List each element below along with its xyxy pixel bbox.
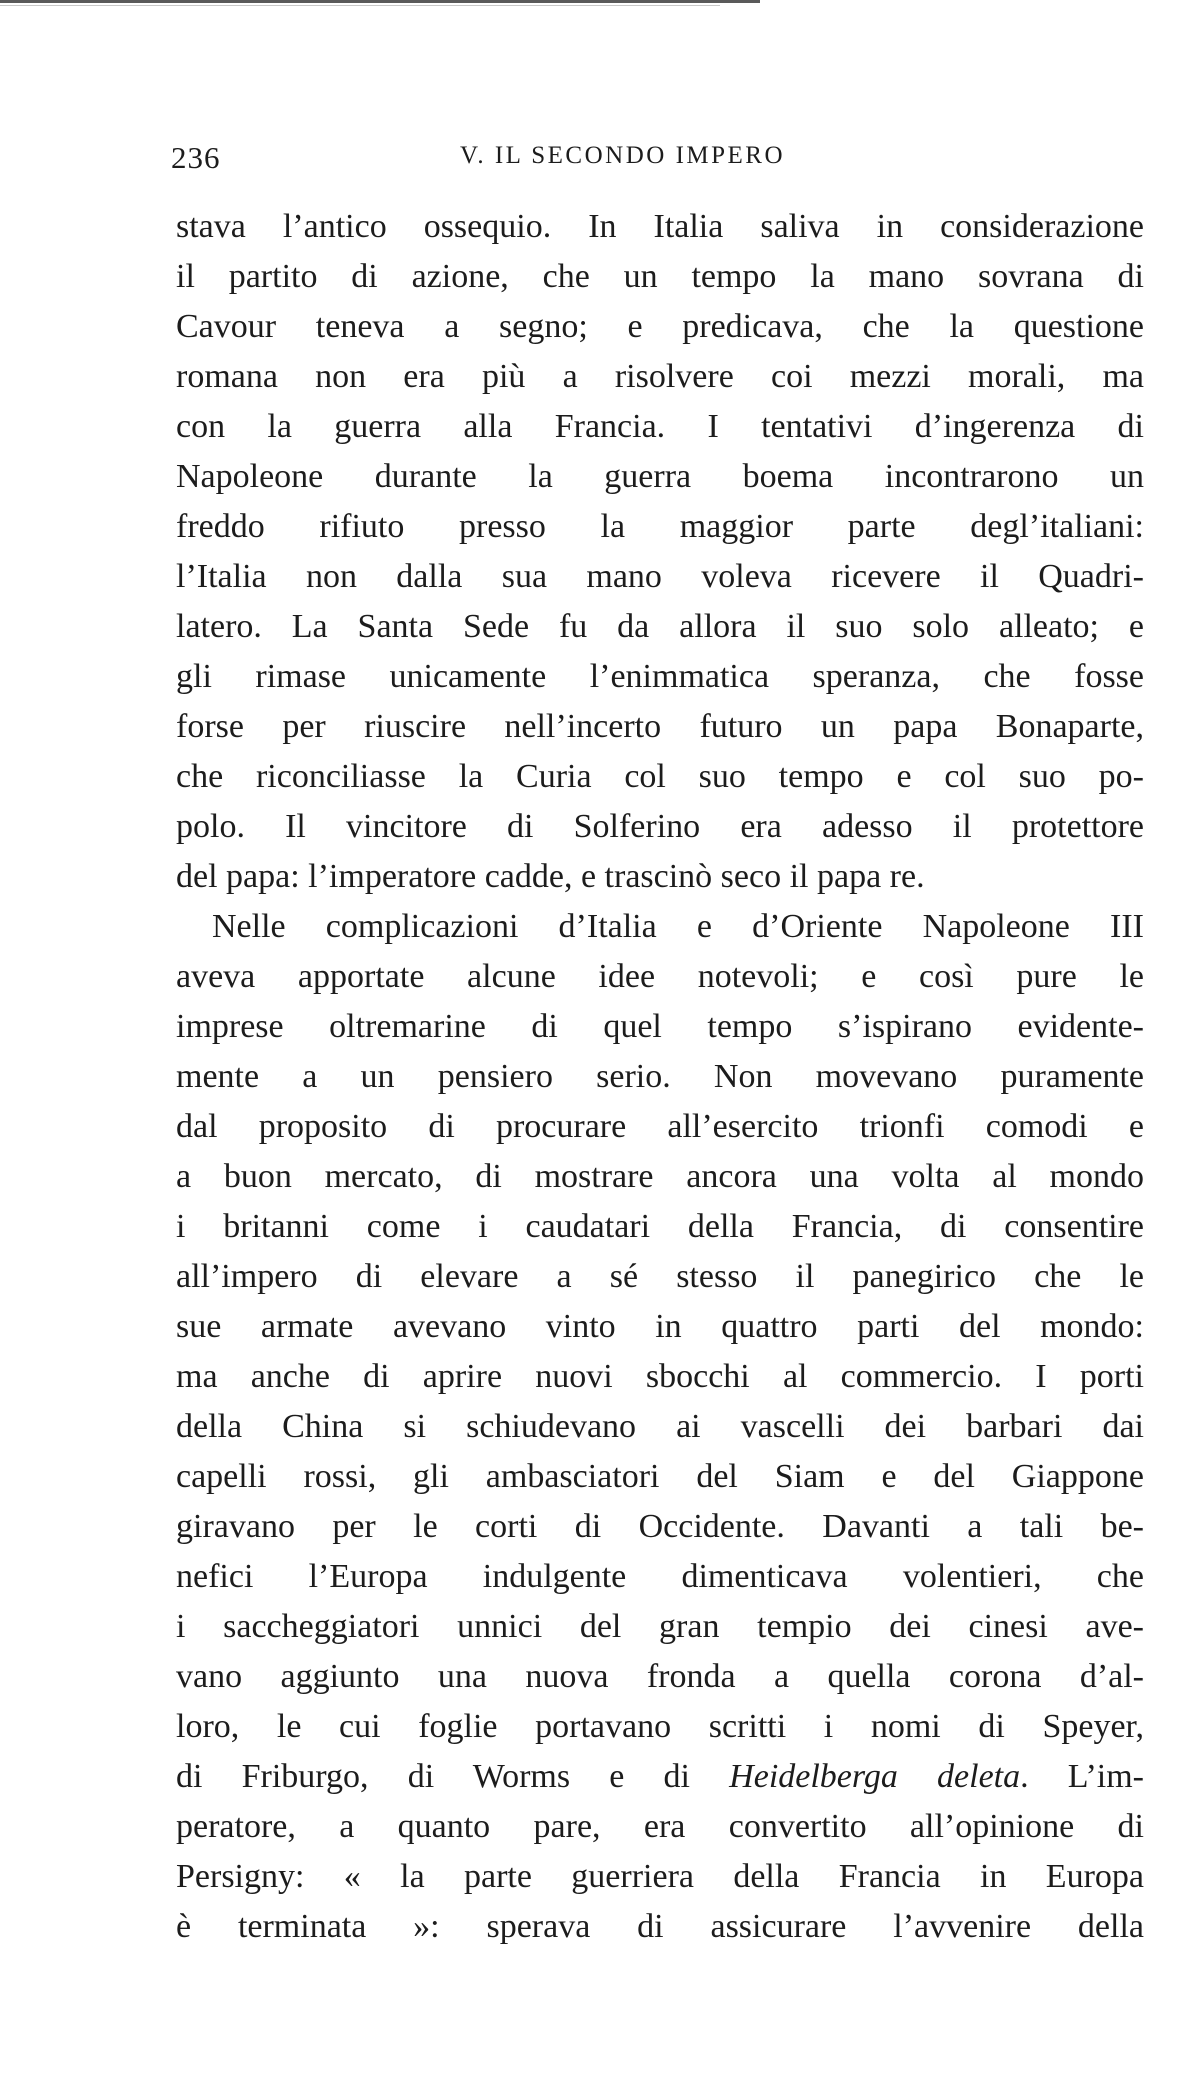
text-line: a buon mercato, di mostrare ancora una volta al mondo bbox=[176, 1158, 1144, 1195]
text-line: aveva apportate alcune idee notevoli; e così pure le bbox=[176, 958, 1144, 995]
text-line: i saccheggiatori unnici del gran tempio dei cinesi ave- bbox=[176, 1608, 1144, 1645]
text-line: giravano per le corti di Occidente. Davanti a tali be- bbox=[176, 1508, 1144, 1545]
text-line: dal proposito di procurare all’esercito trionfi comodi e bbox=[176, 1108, 1144, 1145]
text-line: polo. Il vincitore di Solferino era adesso il protettore bbox=[176, 808, 1144, 845]
page-number: 236 bbox=[171, 140, 221, 175]
text-line: vano aggiunto una nuova fronda a quella corona d’al- bbox=[176, 1658, 1144, 1695]
text-line: della China si schiudevano ai vascelli dei barbari dai bbox=[176, 1408, 1144, 1445]
text-line: stava l’antico ossequio. In Italia saliva in considerazione bbox=[176, 208, 1144, 245]
text-segment: . L’im- bbox=[1020, 1758, 1144, 1795]
text-line: forse per riuscire nell’incerto futuro un papa Bonaparte, bbox=[176, 708, 1144, 745]
italic-phrase: Heidelberga deleta bbox=[729, 1758, 1021, 1795]
text-line-with-italic bbox=[176, 1752, 1144, 1802]
text-line: con la guerra alla Francia. I tentativi d’ingerenza di bbox=[176, 408, 1144, 445]
text-line: il partito di azione, che un tempo la mano sovrana di bbox=[176, 258, 1144, 295]
text-line: i britanni come i caudatari della Francia, di consentire bbox=[176, 1208, 1144, 1245]
scan-top-edge bbox=[0, 0, 760, 3]
text-line: Napoleone durante la guerra boema incontrarono un bbox=[176, 458, 1144, 495]
text-line: ma anche di aprire nuovi sbocchi al commercio. I porti bbox=[176, 1358, 1144, 1395]
text-line: nefici l’Europa indulgente dimenticava volentieri, che bbox=[176, 1558, 1144, 1595]
text-line: all’impero di elevare a sé stesso il panegirico che le bbox=[176, 1258, 1144, 1295]
text-line: freddo rifiuto presso la maggior parte degl’italiani: bbox=[176, 508, 1144, 545]
text-line: peratore, a quanto pare, era convertito all’opinione di bbox=[176, 1808, 1144, 1845]
text-line: latero. La Santa Sede fu da allora il suo solo alleato; e bbox=[176, 608, 1144, 645]
text-segment: di Friburgo, di Worms e di bbox=[176, 1758, 730, 1795]
paragraph-first-line: Nelle complicazioni d’Italia e d’Oriente Napoleone III bbox=[212, 908, 1144, 945]
text-line: imprese oltremarine di quel tempo s’ispirano evidente- bbox=[176, 1008, 1144, 1045]
text-line: gli rimase unicamente l’enimmatica speranza, che fosse bbox=[176, 658, 1144, 695]
text-line: l’Italia non dalla sua mano voleva ricevere il Quadri- bbox=[176, 558, 1144, 595]
text-line: Persigny: « la parte guerriera della Francia in Europa bbox=[176, 1858, 1144, 1895]
text-line: romana non era più a risolvere coi mezzi morali, ma bbox=[176, 358, 1144, 395]
body-text bbox=[176, 202, 1144, 1952]
text-line: è terminata »: sperava di assicurare l’avvenire della bbox=[176, 1908, 1144, 1945]
text-line: sue armate avevano vinto in quattro parti del mondo: bbox=[176, 1308, 1144, 1345]
text-line: loro, le cui foglie portavano scritti i nomi di Speyer, bbox=[176, 1708, 1144, 1745]
text-line: che riconciliasse la Curia col suo tempo e col suo po- bbox=[176, 758, 1144, 795]
paragraph-last-line: del papa: l’imperatore cadde, e trascinò seco il papa re. bbox=[176, 858, 925, 895]
scan-top-edge-shadow bbox=[0, 5, 720, 6]
text-line: capelli rossi, gli ambasciatori del Siam e del Giappone bbox=[176, 1458, 1144, 1495]
running-head: V. IL SECONDO IMPERO bbox=[460, 142, 786, 169]
text-line: Cavour teneva a segno; e predicava, che la questione bbox=[176, 308, 1144, 345]
text-line: mente a un pensiero serio. Non movevano puramente bbox=[176, 1058, 1144, 1095]
